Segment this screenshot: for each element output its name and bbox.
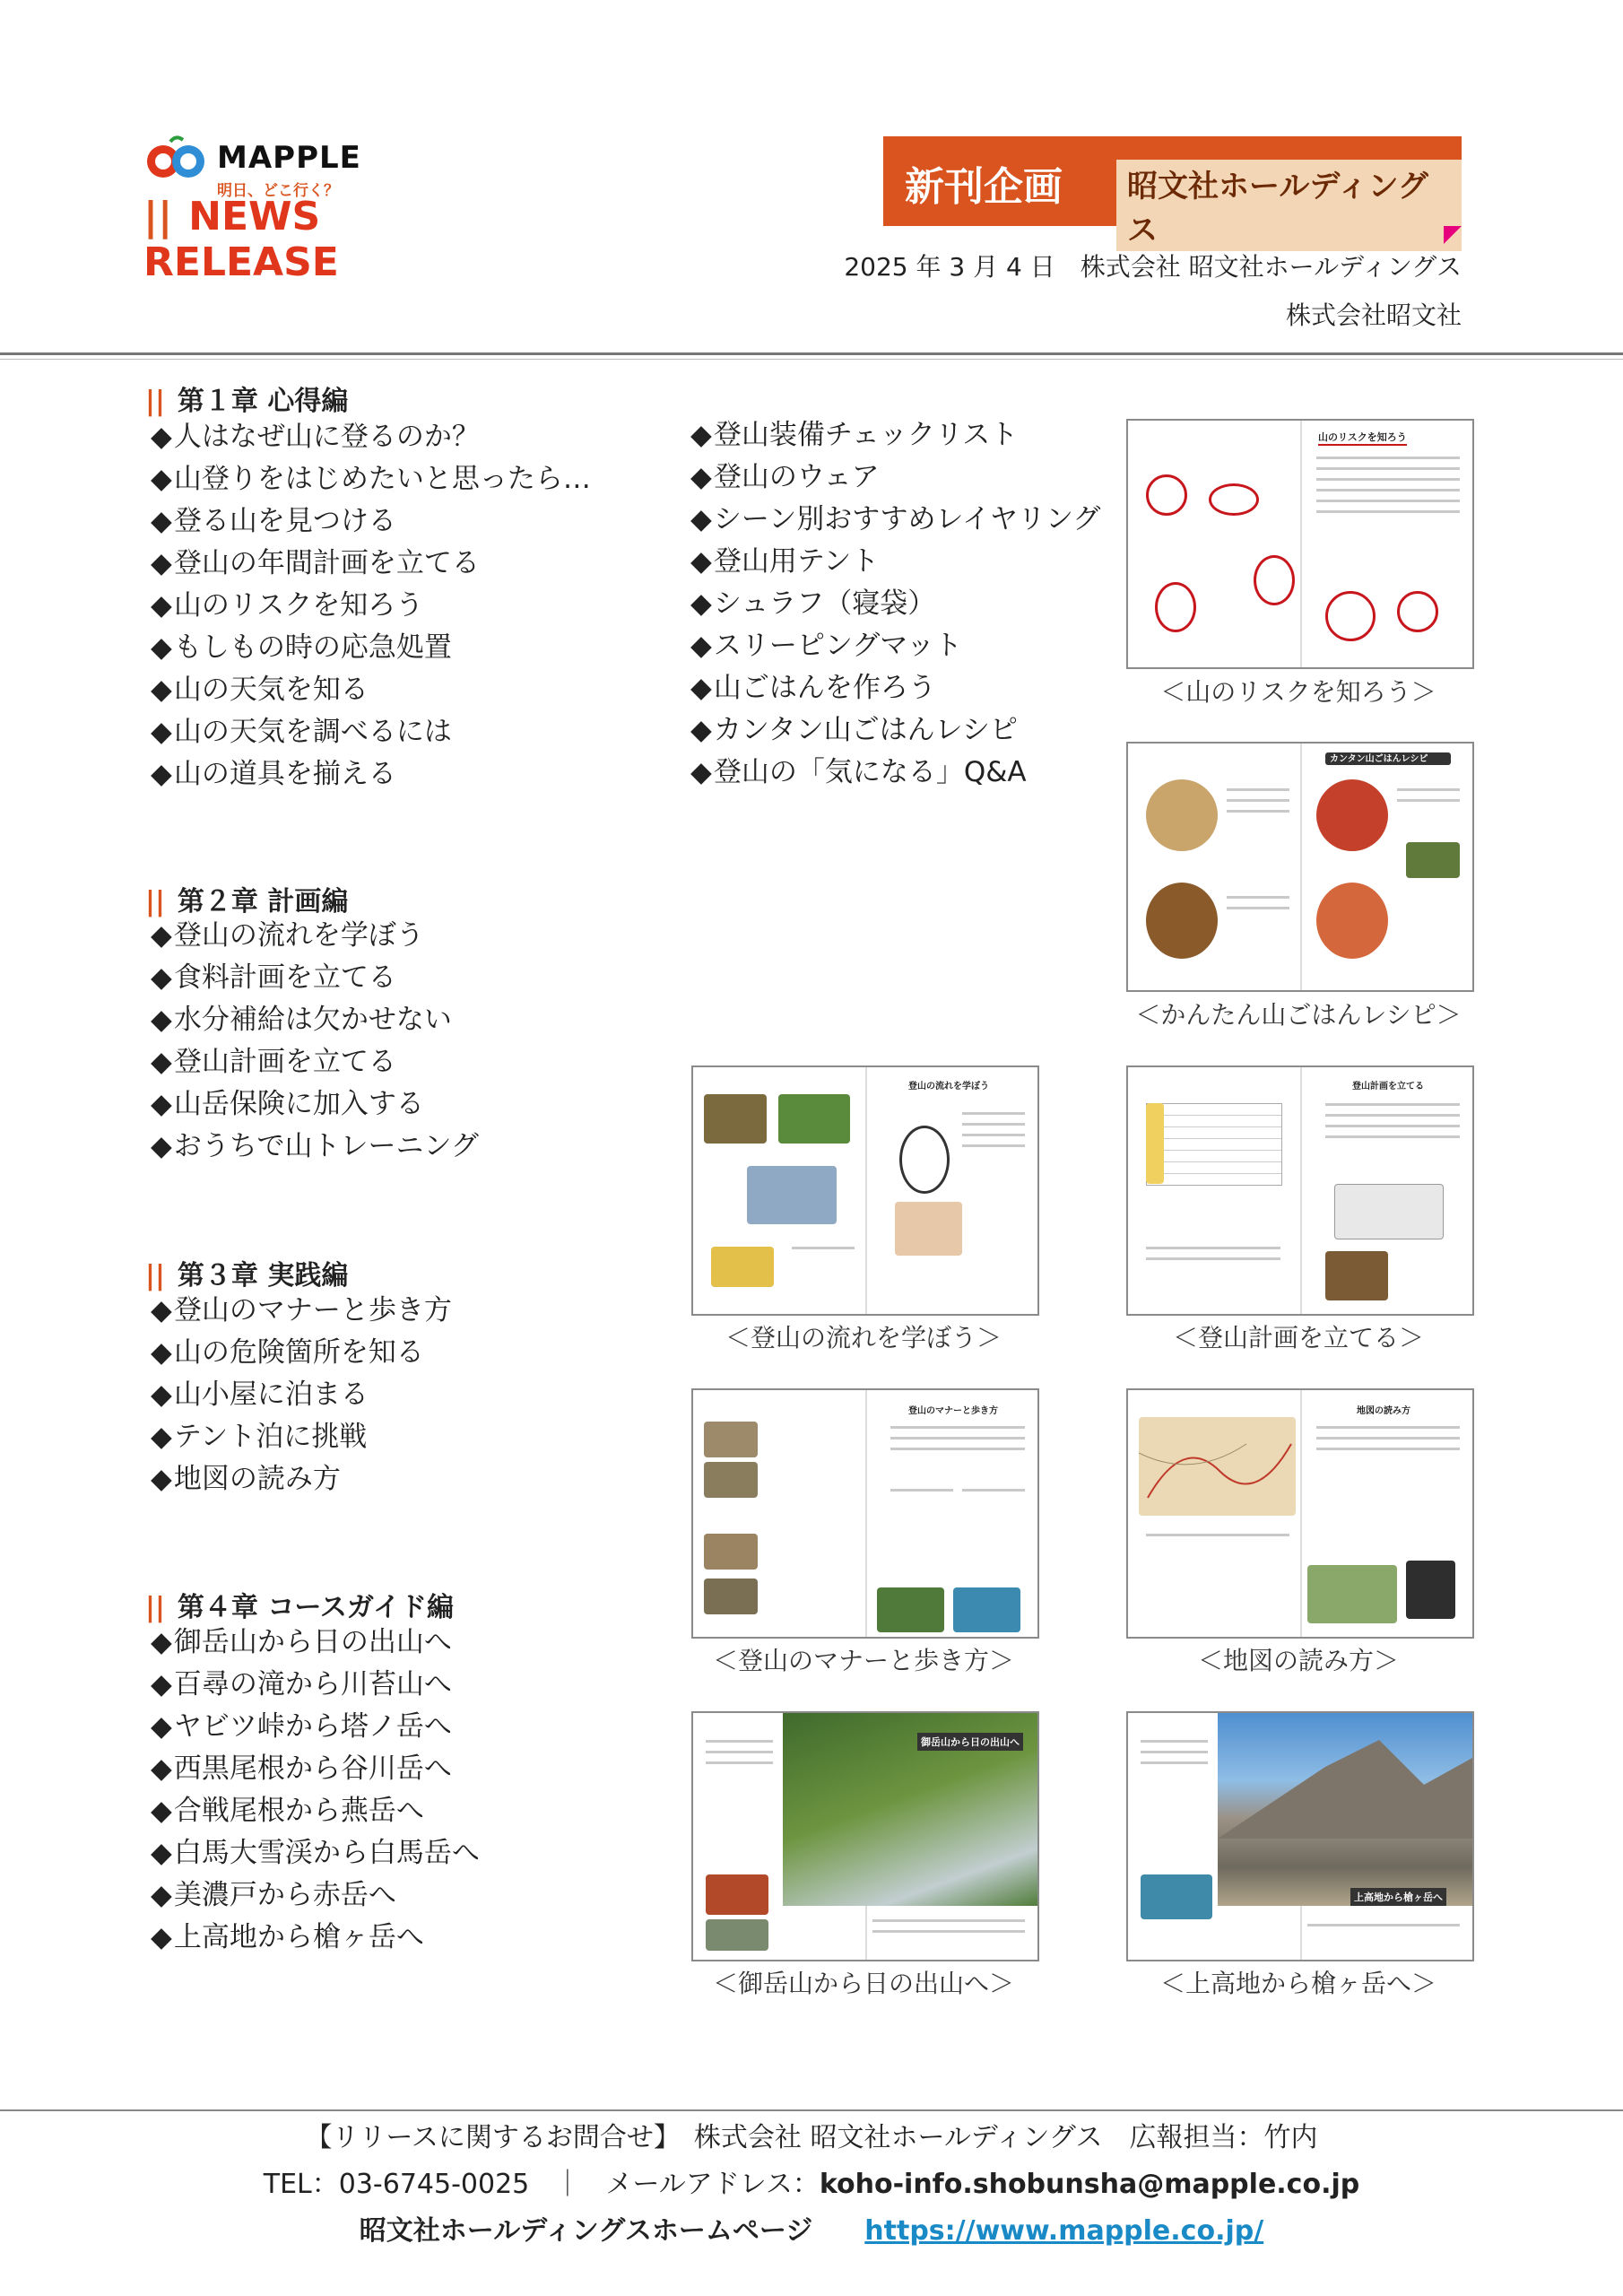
bar-mark-icon: ||	[143, 194, 173, 239]
caption-kamikochi: ＜上高地から槍ヶ岳へ＞	[1159, 1969, 1436, 1998]
mountain-peak-icon	[1218, 1731, 1472, 1839]
list-item: ◆ 山の道具を揃える	[151, 753, 591, 796]
footer-separator: ｜	[553, 2169, 581, 2200]
list-item: ◆ 食料計画を立てる	[151, 957, 479, 999]
list-item: ◆ 登山装備チェックリスト	[690, 414, 1100, 457]
chapter-3-heading: || 第３章 実践編	[145, 1260, 349, 1292]
caption-mitake: ＜御岳山から日の出山へ＞	[712, 1969, 1014, 1998]
bar-mark-icon: ||	[145, 386, 165, 417]
new-publication-banner	[883, 136, 1462, 248]
chapter-1-heading: || 第１章 心得編	[145, 386, 349, 417]
release-date: 2025 年 3 月 4 日 株式会社 昭文社ホールディングス	[844, 252, 1462, 282]
list-item: ◆ 山岳保険に加入する	[151, 1083, 479, 1126]
footer-divider	[0, 2109, 1623, 2111]
list-item: ◆ シュラフ（寝袋）	[690, 583, 1100, 625]
list-item: ◆ 登山のウェア	[690, 457, 1100, 499]
list-item: ◆ 人はなぜ山に登るのか？	[151, 416, 591, 458]
news-release-heading	[143, 194, 502, 285]
footer-phone-mail	[0, 2161, 1623, 2201]
footer-email-link[interactable]: koho-info.shobunsha@mapple.co.jp	[819, 2169, 1360, 2200]
brand-name: MAPPLE	[217, 140, 361, 176]
banner-title: 新刊企画	[905, 164, 1063, 210]
list-item: ◆ 山の天気を知る	[151, 669, 591, 711]
chapter-2-list	[151, 915, 479, 1168]
bar-mark-icon: ||	[145, 1592, 165, 1623]
brand-tagline: 明日、どこ行く？	[217, 182, 339, 200]
chapter-4-list	[151, 1622, 480, 1959]
list-item: ◆ 白馬大雪渓から白馬岳へ	[151, 1832, 480, 1874]
footer-homepage-label: 昭文社ホールディングスホームページ	[359, 2215, 813, 2247]
thumb-recipe-page: カンタン山ごはんレシピ	[1126, 742, 1474, 992]
thumb-flow-page: 登山の流れを学ぼう	[691, 1065, 1039, 1316]
list-item: ◆ 山小屋に泊まる	[151, 1374, 452, 1416]
banner-company: 昭文社ホールディングス	[1116, 160, 1462, 251]
mapple-mascot-icon	[143, 135, 215, 188]
list-item: ◆ ヤビツ峠から塔ノ岳へ	[151, 1706, 480, 1748]
publisher-name: 株式会社昭文社	[1285, 300, 1462, 330]
news-release-text: NEWS RELEASE	[143, 194, 339, 285]
list-item: ◆ 山の天気を調べるには	[151, 711, 591, 753]
chapter-2-heading: || 第２章 計画編	[145, 886, 349, 918]
thumb-risk-page: 山のリスクを知ろう	[1126, 419, 1474, 669]
thumb-mitake-page: 御岳山から日の出山へ	[691, 1711, 1039, 1961]
thumb-manner-page: 登山のマナーと歩き方	[691, 1388, 1039, 1639]
list-item: ◆ 登山の流れを学ぼう	[151, 915, 479, 957]
list-item: ◆ シーン別おすすめレイヤリング	[690, 499, 1100, 541]
list-item: ◆ 登山用テント	[690, 541, 1100, 583]
header-divider-thin	[0, 359, 1623, 360]
list-item: ◆ 美濃戸から赤岳へ	[151, 1874, 480, 1917]
caption-manner: ＜登山のマナーと歩き方＞	[712, 1646, 1014, 1675]
list-item: ◆ もしもの時の応急処置	[151, 627, 591, 669]
footer-mail-label: メールアドレス：	[605, 2169, 820, 2200]
caption-map: ＜地図の読み方＞	[1197, 1646, 1399, 1675]
thumb-map-page: 地図の読み方	[1126, 1388, 1474, 1639]
list-item: ◆ スリーピングマット	[690, 625, 1100, 667]
list-item: ◆ 百尋の滝から川苔山へ	[151, 1664, 480, 1706]
list-item: ◆ 山登りをはじめたいと思ったら…	[151, 458, 591, 500]
footer-homepage	[0, 2208, 1623, 2248]
header-divider	[0, 352, 1623, 355]
chapter-4-heading: || 第４章 コースガイド編	[145, 1592, 454, 1623]
bar-mark-icon: ||	[145, 886, 165, 918]
list-item: ◆ 地図の読み方	[151, 1458, 452, 1500]
caption-risk: ＜山のリスクを知ろう＞	[1160, 677, 1436, 707]
list-item: ◆ 上高地から槍ヶ岳へ	[151, 1917, 480, 1959]
equipment-list	[690, 414, 1100, 794]
thumb-kamikochi-page: 上高地から槍ヶ岳へ	[1126, 1711, 1474, 1961]
banner-corner-icon	[1444, 226, 1462, 244]
thumb-plan-page: 登山計画を立てる	[1126, 1065, 1474, 1316]
list-item: ◆ 合戦尾根から燕岳へ	[151, 1790, 480, 1832]
mapple-logo	[143, 135, 502, 285]
list-item: ◆ 山ごはんを作ろう	[690, 667, 1100, 709]
list-item: ◆ 登山の「気になる」Q&A	[690, 752, 1100, 794]
chapter-3-list	[151, 1290, 452, 1500]
list-item: ◆ 登る山を見つける	[151, 500, 591, 543]
list-item: ◆ カンタン山ごはんレシピ	[690, 709, 1100, 752]
chapter-1-list	[151, 416, 591, 796]
footer-tel: TEL：03-6745-0025	[263, 2169, 530, 2200]
list-item: ◆ おうちで山トレーニング	[151, 1126, 479, 1168]
list-item: ◆ 山の危険箇所を知る	[151, 1332, 452, 1374]
list-item: ◆ 登山のマナーと歩き方	[151, 1290, 452, 1332]
list-item: ◆ 水分補給は欠かせない	[151, 999, 479, 1041]
caption-plan: ＜登山計画を立てる＞	[1172, 1323, 1424, 1352]
footer-contact: 【リリースに関するお問合せ】 株式会社 昭文社ホールディングス 広報担当：竹内	[305, 2122, 1318, 2153]
list-item: ◆ 山のリスクを知ろう	[151, 585, 591, 627]
caption-flow: ＜登山の流れを学ぼう＞	[725, 1323, 1002, 1352]
bar-mark-icon: ||	[145, 1260, 165, 1292]
topo-map-icon	[1139, 1417, 1296, 1516]
list-item: ◆ テント泊に挑戦	[151, 1416, 452, 1458]
list-item: ◆ 登山計画を立てる	[151, 1041, 479, 1083]
list-item: ◆ 登山の年間計画を立てる	[151, 543, 591, 585]
homepage-url-link[interactable]: https://www.mapple.co.jp/	[864, 2215, 1264, 2247]
list-item: ◆ 御岳山から日の出山へ	[151, 1622, 480, 1664]
caption-recipe: ＜かんたん山ごはんレシピ＞	[1135, 1000, 1462, 1030]
list-item: ◆ 西黒尾根から谷川岳へ	[151, 1748, 480, 1790]
